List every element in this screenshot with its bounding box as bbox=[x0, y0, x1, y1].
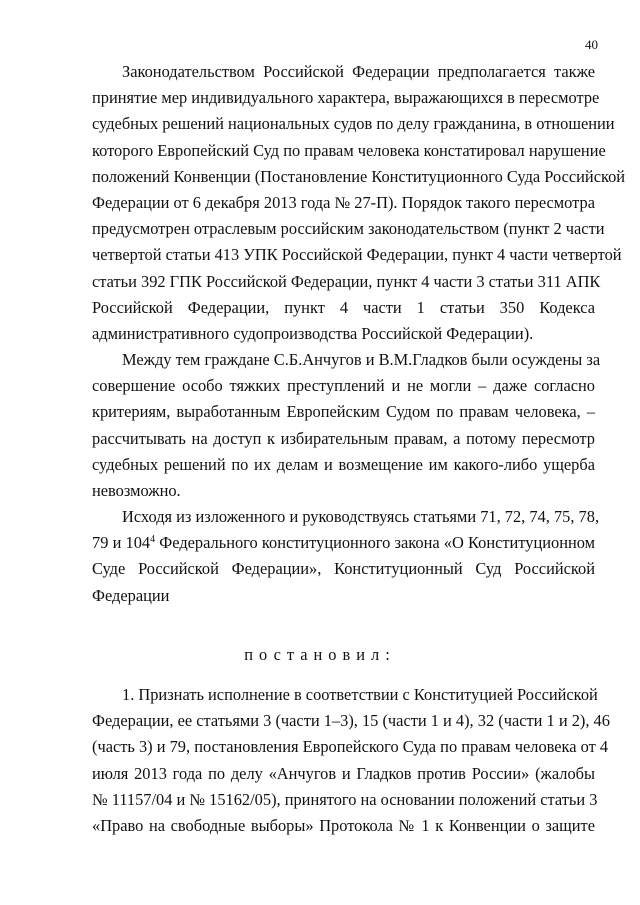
text-line: Между тем граждане С.Б.Анчугов и В.М.Гладков были осуждены за bbox=[122, 350, 601, 369]
text-line: судебных решений национальных судов по делу гражданина, в отношении bbox=[92, 114, 615, 134]
text-line: 1. Признать исполнение в соответствии с Конституцией Российской bbox=[122, 685, 598, 704]
text-line: Федерации, ее статьями 3 (части 1–3), 15 (части 1 и 4), 32 (части 1 и 2), 46 bbox=[92, 711, 610, 731]
text-fragment: Федерального конституционного закона «О Конституционном bbox=[155, 533, 595, 553]
paragraph-legislation bbox=[92, 59, 626, 347]
text-line: Суде Российской Федерации», Конституционный Суд Российской bbox=[92, 559, 595, 579]
text-line: Федерации от 6 декабря 2013 года № 27-П). Порядок такого пересмотра bbox=[92, 192, 595, 212]
text-line: июля 2013 года по делу «Анчугов и Гладков против России» (жалобы bbox=[92, 763, 595, 783]
page-number: 40 bbox=[585, 37, 598, 52]
text-line: принятие мер индивидуального характера, выражающихся в пересмотре bbox=[92, 88, 600, 108]
resolution-heading: постановил: bbox=[244, 645, 396, 664]
text-line: совершение особо тяжких преступлений и не могли – даже согласно bbox=[92, 376, 595, 396]
text-line: критериям, выработанным Европейским Судом по правам человека, – bbox=[92, 402, 595, 422]
text-line: Законодательством Российской Федерации предполагается также bbox=[122, 62, 595, 81]
text-line: четвертой статьи 413 УПК Российской Федерации, пункт 4 части четвертой bbox=[92, 245, 622, 265]
text-line: «Право на свободные выборы» Протокола № 1 к Конвенции о защите bbox=[92, 815, 595, 835]
superscript: 4 bbox=[150, 534, 156, 546]
text-line: № 11157/04 и № 15162/05), принятого на основании положений статьи 3 bbox=[92, 789, 598, 809]
text-line: которого Европейский Суд по правам человека констатировал нарушение bbox=[92, 140, 606, 160]
text-line bbox=[92, 530, 595, 556]
paragraph-convicts bbox=[92, 347, 601, 504]
text-fragment: 79 и 104 bbox=[92, 533, 151, 553]
text-line: Исходя из изложенного и руководствуясь статьями 71, 72, 74, 75, 78, bbox=[122, 507, 600, 526]
text-line: Российской Федерации, пункт 4 части 1 статьи 350 Кодекса bbox=[92, 297, 595, 317]
text-line: положений Конвенции (Постановление Конституционного Суда Российской bbox=[92, 166, 626, 186]
paragraph-grounds bbox=[92, 504, 600, 609]
text-line: статьи 392 ГПК Российской Федерации, пункт 4 части 3 статьи 311 АПК bbox=[92, 271, 601, 291]
text-line: (часть 3) и 79, постановления Европейского Суда по правам человека от 4 bbox=[92, 737, 609, 757]
text-line: невозможно. bbox=[92, 480, 181, 500]
text-line: предусмотрен отраслевым российским законодательством (пункт 2 части bbox=[92, 219, 605, 239]
text-line: Федерации bbox=[92, 585, 170, 605]
text-line: административного судопроизводства Российской Федерации). bbox=[92, 323, 534, 343]
paragraph-resolution-item-1 bbox=[92, 682, 610, 839]
text-line: рассчитывать на доступ к избирательным правам, а потому пересмотр bbox=[92, 428, 595, 448]
text-line: судебных решений по их делам и возмещение им какого-либо ущерба bbox=[92, 454, 595, 474]
